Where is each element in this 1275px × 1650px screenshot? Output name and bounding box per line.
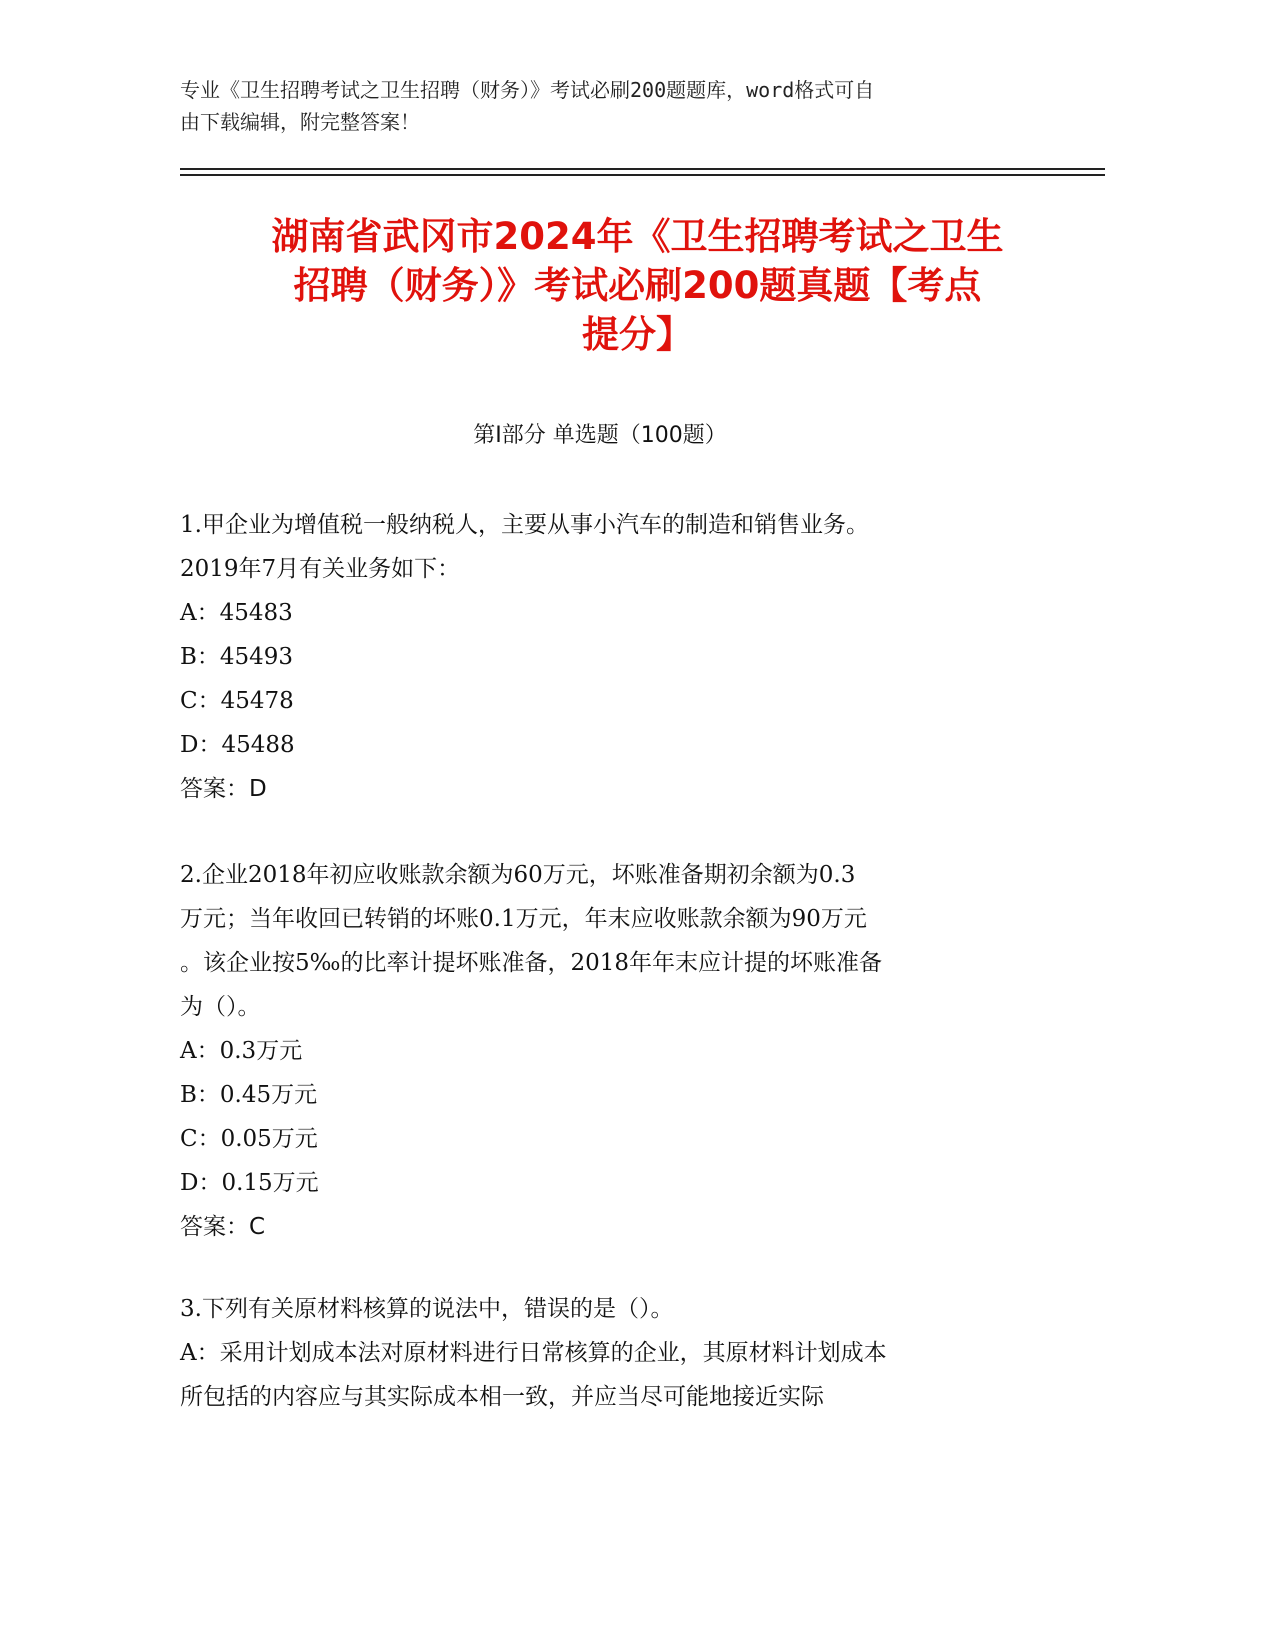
question-answer: 答案：D: [180, 776, 267, 802]
question-stem: [180, 853, 1040, 1029]
document-title: [150, 212, 1125, 359]
question-item: [180, 853, 1040, 1249]
question-option: A：采用计划成本法对原材料进行日常核算的企业，其原材料计划成本: [180, 1340, 887, 1366]
question-option: D：45488: [180, 732, 295, 758]
question-option: C：0.05万元: [180, 1126, 318, 1152]
header-note: [180, 74, 1060, 138]
header-divider-bottom: [180, 174, 1105, 176]
title-line: 湖南省武冈市2024年《卫生招聘考试之卫生: [271, 215, 1004, 258]
question-option: B：45493: [180, 644, 294, 670]
question-stem-line: 为（）。: [180, 994, 261, 1020]
question-stem: [180, 1287, 1040, 1331]
question-stem-line: 万元；当年收回已转销的坏账0.1万元，年末应收账款余额为90万元: [180, 906, 867, 932]
question-option: C：45478: [180, 688, 294, 714]
question-item: [180, 503, 1040, 811]
header-note-line: 专业《卫生招聘考试之卫生招聘（财务）》考试必刷200题题库，word格式可自: [180, 78, 875, 102]
question-option-continuation: 所包括的内容应与其实际成本相一致，并应当尽可能地接近实际: [180, 1384, 824, 1410]
section-heading: 第Ⅰ部分 单选题（100题）: [473, 423, 727, 448]
title-line: 提分】: [582, 313, 693, 356]
title-line: 招聘（财务）》考试必刷200题真题【考点: [293, 264, 982, 307]
question-stem-line: 。该企业按5‰的比率计提坏账准备，2018年年末应计提的坏账准备: [180, 950, 883, 976]
question-stem-line: 3.下列有关原材料核算的说法中，错误的是（）。: [180, 1296, 674, 1322]
header-note-line: 由下载编辑，附完整答案！: [180, 110, 420, 134]
question-item: [180, 1287, 1040, 1419]
question-stem-line: 2019年7月有关业务如下：: [180, 556, 461, 582]
header-divider-top: [180, 168, 1105, 170]
question-stem-line: 1.甲企业为增值税一般纳税人，主要从事小汽车的制造和销售业务。: [180, 512, 869, 538]
question-option: A：0.3万元: [180, 1038, 303, 1064]
question-option: A：45483: [180, 600, 293, 626]
question-stem: [180, 503, 1040, 591]
question-stem-line: 2.企业2018年初应收账款余额为60万元，坏账准备期初余额为0.3: [180, 862, 856, 888]
question-answer: 答案：C: [180, 1214, 266, 1240]
question-option: B：0.45万元: [180, 1082, 318, 1108]
question-option: D：0.15万元: [180, 1170, 319, 1196]
